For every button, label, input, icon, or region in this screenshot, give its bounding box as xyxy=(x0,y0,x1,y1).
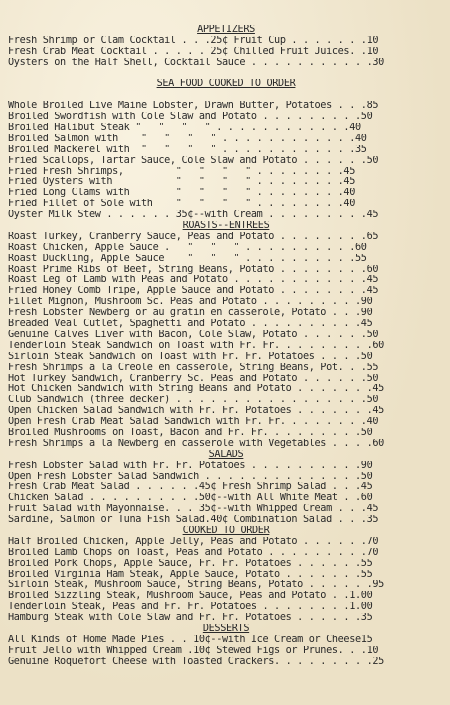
menu-line: Open Chicken Salad Sandwich with Fr. Fr. Potatoes . . . . . . .45 xyxy=(8,406,384,417)
menu-text xyxy=(8,0,444,668)
menu-line: Fresh Crab Meat Salad . . . . . .45¢ Fresh Shrimp Salad . . .45 xyxy=(8,482,373,493)
menu-line: Broiled Swordfish with Cole Slaw and Potato . . . . . . . . .50 xyxy=(8,112,373,123)
menu-line: Fresh Lobster Newberg or au gratin en casserole, Potato . . .90 xyxy=(8,308,373,319)
menu-line: Sardine, Salmon or Tuna Fish Salad.40¢ Combination Salad . . .35 xyxy=(8,515,379,526)
menu-line: Fried Fresh Shrimps, " " " " . . . . . . . .45 xyxy=(8,166,356,177)
menu-line: Hot Chicken Sandwich with String Beans and Potato . . . . . . .45 xyxy=(8,384,384,395)
menu-line: Fried Scallops, Tartar Sauce, Cole Slaw and Potato . . . . . .50 xyxy=(8,155,379,166)
menu-line: Chicken Salad . . . . . . . . . .50¢--with All White Meat . .60 xyxy=(8,493,373,504)
menu-line: Roast Prime Ribs of Beef, String Beans, Potato . . . . . . . .60 xyxy=(8,264,379,275)
menu-line: Fried Long Clams with " " " " . . . . . . . .40 xyxy=(8,188,356,199)
menu-line: All Kinds of Home Made Pies . . 10¢--with Ice Cream or Cheese15 xyxy=(8,634,373,645)
menu-line: Broiled Lamb Chops on Toast, Peas and Potato . . . . . . . . .70 xyxy=(8,547,379,558)
menu-line: Fried Oysters with " " " " . . . . . . . .45 xyxy=(8,177,356,188)
menu-line: Broiled Sizzling Steak, Mushroom Sauce, Peas and Potato . .1.00 xyxy=(8,591,373,602)
menu-line: Fried Honey Comb Tripe, Apple Sauce and Potato . . . . . . . .45 xyxy=(8,286,379,297)
menu-line: Genuine Calves Liver with Bacon, Cole Slaw, Potato . . . . . .50 xyxy=(8,329,379,340)
section-heading: COOKED TO ORDER xyxy=(182,525,270,536)
menu-line: Broiled Salmon with " " " " . . . . . . . . . . . .40 xyxy=(8,133,367,144)
menu-line: Roast Leg of Lamb with Peas and Potato . . . . . . . . . . . .45 xyxy=(8,275,379,286)
menu-line: Club Sandwich (three decker) . . . . . . . . . . . . . . . . .50 xyxy=(8,395,379,406)
menu-line: Breaded Veal Cutlet, Spaghetti and Potato . . . . . . . . . .45 xyxy=(8,319,373,330)
menu-line: Fresh Shrimps a la Creole en casserole, String Beans, Pot. . .55 xyxy=(8,362,379,373)
menu-line: Fresh Lobster Salad with Fr. Fr. Potatoes . . . . . . . . . .90 xyxy=(8,460,373,471)
menu-line: Open Fresh Crab Meat Salad Sandwich with Fr. Fr. . . . . . . .40 xyxy=(8,417,379,428)
menu-line: Broiled Mushrooms on Toast, Bacon and Fr. Fr. . . . . . . . .50 xyxy=(8,427,373,438)
menu-line: Fresh Crab Meat Cocktail . . . . . 25¢ Chilled Fruit Juices. .10 xyxy=(8,46,379,57)
menu-line: Hot Turkey Sandwich, Cranberry Sc. Peas and Potato . . . . . .50 xyxy=(8,373,379,384)
menu-line: Half Broiled Chicken, Apple Jelly, Peas and Potato . . . . . .70 xyxy=(8,536,379,547)
blank-line xyxy=(8,69,444,80)
menu-line: Genuine Roquefort Cheese with Toasted Crackers. . . . . . . . .25 xyxy=(8,656,384,667)
section-heading: ROASTS--ENTREES xyxy=(182,221,270,232)
menu-line: Fresh Shrimps a la Newberg en casserole with Vegetables . . . .60 xyxy=(8,438,384,449)
menu-line: Tenderloin Steak Sandwich on Toast with Fr. Fr. . . . . . . . .60 xyxy=(8,340,384,351)
menu-line: Broiled Halibut Steak " " " " . . . . . . . . . . . .40 xyxy=(8,123,361,134)
menu-line: Fruit Jello with Whipped Cream .10¢ Stewed Figs or Prunes. . .10 xyxy=(8,645,379,656)
menu-line: Oyster Milk Stew . . . . . . 35¢--with Cream . . . . . . . . .45 xyxy=(8,210,379,221)
menu-line: Sirloin Steak, Mushroom Sauce, String Beans, Potato . . . . . .95 xyxy=(8,580,384,591)
menu-line: Roast Turkey, Cranberry Sauce, Peas and Potato . . . . . . . .65 xyxy=(8,231,379,242)
menu-line: Roast Duckling, Apple Sauce " " " . . . . . . . . . .55 xyxy=(8,253,367,264)
menu-line: Broiled Virginia Ham Steak, Apple Sauce, Potato . . . . . . .55 xyxy=(8,569,373,580)
menu-line: Open Fresh Lobster Salad Sandwich . . . . . . . . . . . . . .50 xyxy=(8,471,373,482)
menu-line: Fresh Shrimp or Clam Cocktail . . .25¢ Fruit Cup . . . . . . .10 xyxy=(8,35,379,46)
menu-line: Fried Fillet of Sole with " " " " . . . . . . . .40 xyxy=(8,199,356,210)
menu-line: Whole Broiled Live Maine Lobster, Drawn Butter, Potatoes . . .85 xyxy=(8,101,379,112)
menu-line: Broiled Pork Chops, Apple Sauce, Fr. Fr. Potatoes . . . . . .55 xyxy=(8,558,373,569)
menu-line: Tenderloin Steak, Peas and Fr. Fr. Potatoes . . . . . . . .1.00 xyxy=(8,602,373,613)
section-heading: SALADS xyxy=(208,449,244,460)
blank-line xyxy=(8,90,444,101)
section-heading: SEA FOOD COOKED TO ORDER xyxy=(156,79,296,90)
section-heading: APPETIZERS xyxy=(197,25,255,35)
menu-line: Hamburg Steak with Cole Slaw and Fr. Fr. Potatoes . . . . . .35 xyxy=(8,613,373,624)
menu-line: Roast Chicken, Apple Sauce . " " " . . . . . . . . . .60 xyxy=(8,242,367,253)
section-heading: DESSERTS xyxy=(202,623,250,634)
menu-line: Fruit Salad with Mayonnaise. . . 35¢--with Whipped Cream . . .45 xyxy=(8,504,379,515)
menu-line: Oysters on the Half Shell, Cocktail Sauce . . . . . . . . . . .30 xyxy=(8,57,384,68)
menu-line: Broiled Mackerel with " " " " . . . . . . . . . . . .35 xyxy=(8,144,367,155)
menu-line: Sirloin Steak Sandwich on Toast with Fr. Fr. Potatoes . . . .50 xyxy=(8,351,373,362)
menu-line: Fillet Mignon, Mushroom Sc. Peas and Potato . . . . . . . . .90 xyxy=(8,297,373,308)
